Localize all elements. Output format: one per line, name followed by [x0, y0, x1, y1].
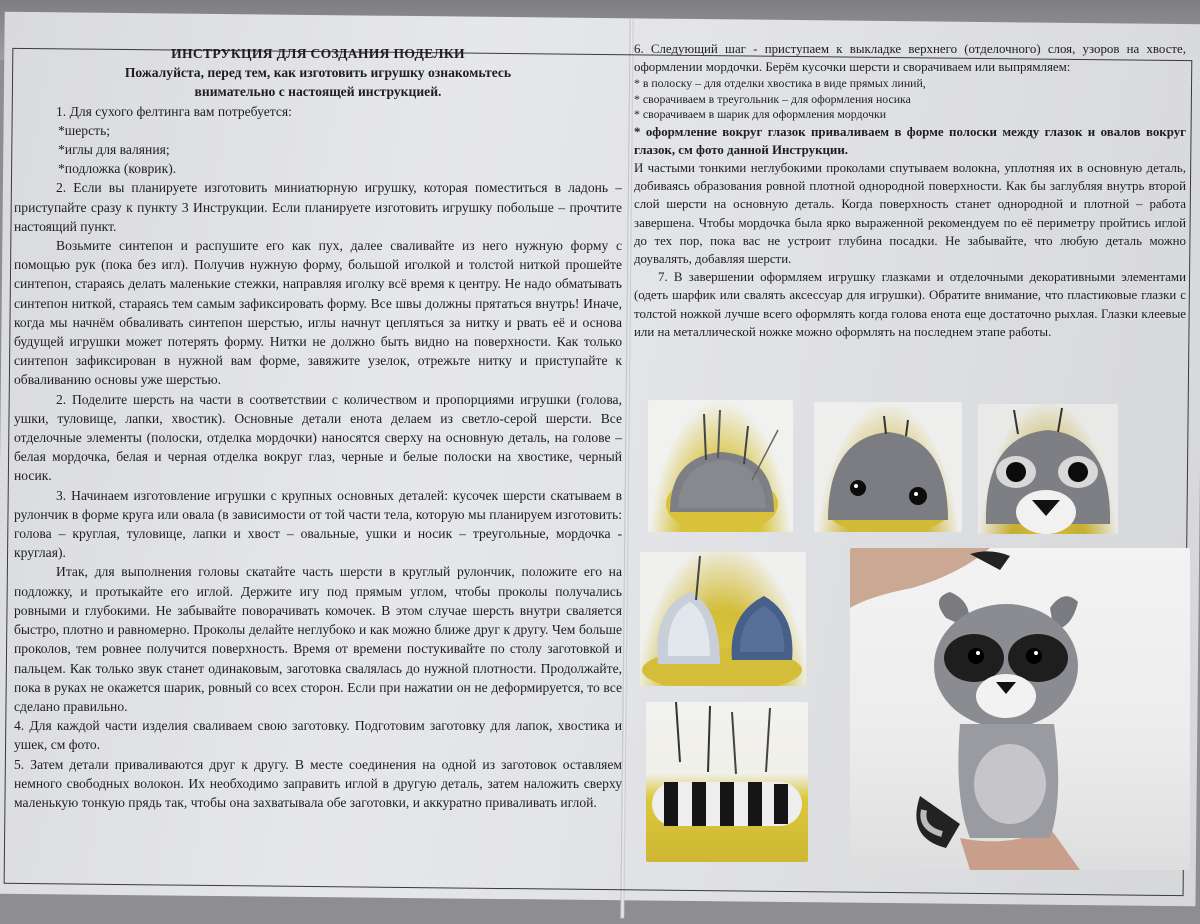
material-wool: *шерсть; — [58, 122, 111, 138]
bullet-ball: * сворачиваем в шарик для оформления мордочки — [634, 107, 887, 122]
photo-finished-raccoon — [850, 548, 1190, 870]
sintepon-paragraph: Возьмите синтепон и распушите его как пух, далее сваливайте из него нужную форму с помощью рук (пока без игл). Получив нужную форму, большой иголкой и толстой ниткой прошейте синтепон, стараясь делать маленькие стежки, направляя иголку всё время к центру. Не надо обматывать синтепон ниткой, стараясь тем самым зафиксировать форму. Все швы должны прятаться внутрь! Иначе, когда мы начнём обваливать синтепон шерстью, иглы начнут цепляться за нитку и рвать её и основа будущей игрушки может потерять форму. Нитки не должно быть видно на поверхности. Как только синтепон зафиксирован в нужной вам форме, завяжите узелок, отрежьте нитку и приступайте к обваливанию основы уже шерстью. — [14, 238, 622, 388]
left-column — [14, 44, 622, 812]
step-3-paragraph: 3. Начинаем изготовление игрушки с крупных основных деталей: кусочек шерсти скатываем в рулончик в форме круга или овала (в зависимости от той части тела, которую мы планируем изготовить: голова – круглая, туловище, лапки и хвост – овальные, ушки и носик – треугольные, мордочка - круглая). — [14, 487, 622, 561]
photo-head-with-needles — [648, 400, 793, 532]
step-6-paragraph: 6. Следующий шаг - приступаем к выкладке верхнего (отделочного) слоя, узоров на хвосте, оформлении мордочки. Берём кусочки шерсти и сворачиваем или выпрямляем: — [634, 42, 1186, 75]
material-mat: *подложка (коврик). — [58, 161, 177, 177]
right-column — [634, 40, 1186, 341]
bullet-stripe: * в полоску – для отделки хвостика в виде прямых линий, — [634, 76, 926, 91]
divide-wool-paragraph: 2. Поделите шерсть на части в соответствии с количеством и пропорциями игрушки (голова, ушки, туловище, лапки, хвостик). Основные детали енота делаем из светло-серой шерсти. Все отделочные элементы (полоски, отделка мордочки) наносятся сверху на основную деталь, на голове – белая мордочка, белая и черная отделка вокруг глаз, черные и белые полоски на хвостике, черный носик. — [14, 391, 622, 484]
step-7-paragraph: 7. В завершении оформляем игрушку глазками и отделочными декоративными элементами (одеть шарфик или свалять аксессуар для игрушки). Обратите внимание, что пластиковые глазки с толстой ножкой лучше всего оформлять когда голова енота еще достаточно рыхлая. Глазки клеевые или на металлической ножке можно оформлять на последнем этапе работы. — [634, 270, 1186, 339]
photo-ear-preforms — [640, 552, 806, 686]
step-4-paragraph: 4. Для каждой части изделия сваливаем свою заготовку. Подготовим заготовку для лапок, хвостика и ушек, см фото. — [14, 718, 622, 753]
photo-head-with-eyes — [814, 402, 962, 532]
material-needles: *иглы для валяния; — [58, 142, 170, 158]
step-5-paragraph: 5. Затем детали приваливаются друг к другу. В месте соединения на одной из заготовок оставляем немного свободных волокон. Их необходимо заправить иглой в другую деталь, затем наложить сверху маленькую тонкую прядь так, чтобы она захватывала обе заготовки, и аккуратно приваливать иглой. — [14, 756, 622, 810]
head-paragraph: Итак, для выполнения головы скатайте часть шерсти в круглый рулончик, положите его на подложку, и протыкайте его иглой. Держите игу под прямым углом, чтобы проколы получались ровными и глубокими. Не забывайте поворачивать комочек. В этом случае шерсть внутри сваляется быстро, плотно и равномерно. Проколы делайте неглубоко и как можно ближе друг к другу. Чем больше проколов, тем ровнее получится поверхность. Время от времени постукивайте по столу заготовкой и пальцем. Как только звук станет одинаковым, заготовка свалялась до нужной плотности. Продолжайте, пока в руках не окажется шарик, ровный со всех сторон. Если при нажатии он не деформируется, то все сделано правильно. — [14, 564, 622, 714]
felting-paragraph: И частыми тонкими неглубокими проколами спутываем волокна, уплотняя их в основную деталь, добиваясь образования ровной плотной однородной поверхности. Как бы заглубляя внутрь второй слой шерсти на основную деталь. Когда поверхность станет однородной и плотной – работа завершена. Чтобы мордочка была ярко выраженной рекомендуем по её периметру пройтись иглой до тех пор, пока вас не устроит глубина посадки. Не забывайте, что любую деталь можно доувалять, добавляя шерсти. — [634, 161, 1186, 267]
document-subtitle-line2: внимательно с настоящей инструкцией. — [194, 84, 442, 100]
step-2-paragraph: 2. Если вы планируете изготовить миниатюрную игрушку, которая поместиться в ладонь – приступайте сразу к пункту 3 Инструкции. Если планируете изготовить игрушку побольше – прочтите настоящий пункт. — [14, 180, 622, 234]
bullet-eyes: * оформление вокруг глазок приваливаем в форме полоски между глазок и овалов вокруг глазок, см фото данной Инструкции. — [634, 124, 1186, 157]
photo-striped-tail — [646, 702, 808, 862]
document-subtitle-line1: Пожалуйста, перед тем, как изготовить игрушку ознакомьтесь — [124, 65, 512, 81]
document-title: ИНСТРУКЦИЯ ДЛЯ СОЗДАНИЯ ПОДЕЛКИ — [171, 46, 465, 61]
materials-heading: 1. Для сухого фелтинга вам потребуется: — [56, 103, 292, 119]
photo-head-with-muzzle — [978, 404, 1118, 534]
bullet-triangle: * сворачиваем в треугольник – для оформления носика — [634, 91, 911, 106]
